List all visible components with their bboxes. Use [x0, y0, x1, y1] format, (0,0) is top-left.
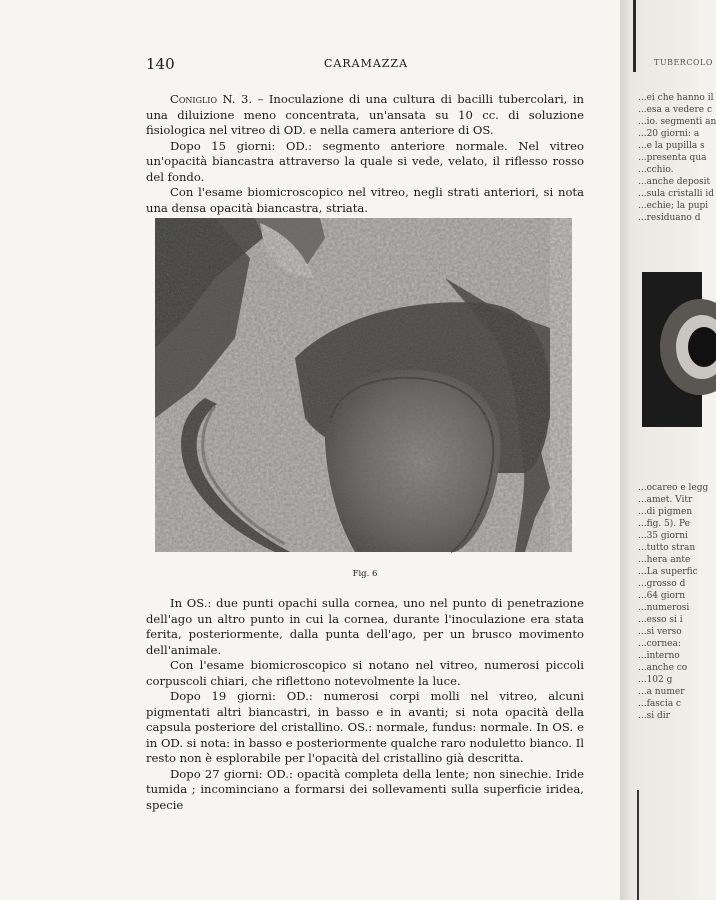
page-header [146, 55, 586, 75]
facing-page [620, 0, 716, 900]
paragraph: Dopo 27 giorni: OD.: opacità completa della lente; non sinechie. Iride tumida ; incominciano a formarsi dei sollevamenti sulla superficie iridea, specie [146, 766, 584, 812]
figure-caption: Fig. 6 [352, 569, 378, 579]
facing-line: ...residuano d [638, 213, 701, 223]
facing-line: ...20 giorni: a [638, 129, 700, 139]
paragraph-lead: Coniglio [170, 92, 218, 106]
micrograph-image [155, 218, 572, 552]
facing-line: ...numerosi [638, 603, 690, 613]
facing-line: ...echie; la pupi [638, 201, 709, 211]
facing-page-running-head: TUBERCOLO [654, 58, 713, 67]
facing-line: ...esa a vedere c [638, 105, 713, 115]
facing-line: ...si verso [638, 627, 682, 637]
bottom-text-block [146, 596, 584, 813]
facing-line: ...cornea: [638, 639, 681, 649]
facing-line: ...102 g [638, 675, 673, 685]
facing-page-top-text [638, 92, 716, 224]
spine-mark-bottom [637, 790, 639, 900]
facing-page-bottom-text [638, 482, 708, 722]
facing-line: ...tutto stran [638, 543, 696, 553]
facing-line: ...cchio. [638, 165, 674, 175]
facing-line: ...fascia c [638, 699, 682, 709]
facing-line: ...si dir [638, 711, 670, 721]
running-head: CARAMAZZA [323, 57, 409, 70]
facing-line: ...amet. Vitr [638, 495, 693, 505]
facing-line: ...grosso d [638, 579, 686, 589]
paragraph: Con l'esame biomicroscopico si notano nel vitreo, numerosi piccoli corpuscoli chiari, che riflettono notevolmente la luce. [146, 658, 584, 688]
top-text-block [146, 92, 584, 216]
page-number: 140 [146, 55, 175, 73]
facing-line: ...di pigmen [638, 507, 693, 517]
paragraph [146, 92, 584, 139]
facing-line: ...interno [638, 651, 680, 661]
facing-line: ...ocareo e legg [638, 483, 709, 493]
facing-line: ...ei che hanno il [638, 93, 714, 103]
paragraph-text: N. 3. – Inoculazione di una cultura di bacilli tubercolari, in una diluizione meno concentrata, un'ansata su 10 cc. di soluzione fisiologica nel vitreo di OD. e nella camera anteriore di OS. [146, 92, 584, 137]
facing-line: ...presenta qua [638, 153, 707, 163]
facing-line: ...La superfic [638, 567, 698, 577]
facing-page-photo [642, 272, 702, 427]
paragraph: In OS.: due punti opachi sulla cornea, uno nel punto di penetrazione dell'ago un altro punto in cui la cornea, durante l'inoculazione era stata ferita, posteriormente, dalla punta dell'ago, per un brusco movimento dell'animale. [146, 596, 584, 657]
facing-line: ...fig. 5). Pe [638, 519, 691, 529]
facing-line: ...anche co [638, 663, 688, 673]
facing-line: ...hera ante [638, 555, 691, 565]
facing-line: ...35 giorni [638, 531, 688, 541]
facing-line: ...64 giorn [638, 591, 686, 601]
paragraph: Dopo 15 giorni: OD.: segmento anteriore normale. Nel vitreo un'opacità biancastra attraverso la quale si vede, velato, il riflesso rosso del fondo. [146, 138, 584, 184]
facing-line: ...e la pupilla s [638, 141, 705, 151]
facing-line: ...a numer [638, 687, 685, 697]
facing-line: ...sula cristalli id [638, 189, 715, 199]
micrograph-figure [155, 218, 572, 552]
facing-line: ...io. segmenti an [638, 117, 716, 127]
paragraph: Con l'esame biomicroscopico nel vitreo, negli strati anteriori, si nota una densa opacità biancastra, striata. [146, 185, 584, 215]
paragraph: Dopo 19 giorni: OD.: numerosi corpi molli nel vitreo, alcuni pigmentati altri biancastri, in basso e in avanti; si nota opacità della capsula posteriore del cristallino. OS.: normale, fundus: normale. In OS. e in OD. si nota: in basso e posteriormente qualche raro noduletto bianco. Il resto non è esplorabile per l'opacità del cristallino già descritta. [146, 689, 584, 765]
spine-mark-top [633, 0, 636, 72]
facing-line: ...esso si i [638, 615, 683, 625]
facing-line: ...anche deposit [638, 177, 711, 187]
